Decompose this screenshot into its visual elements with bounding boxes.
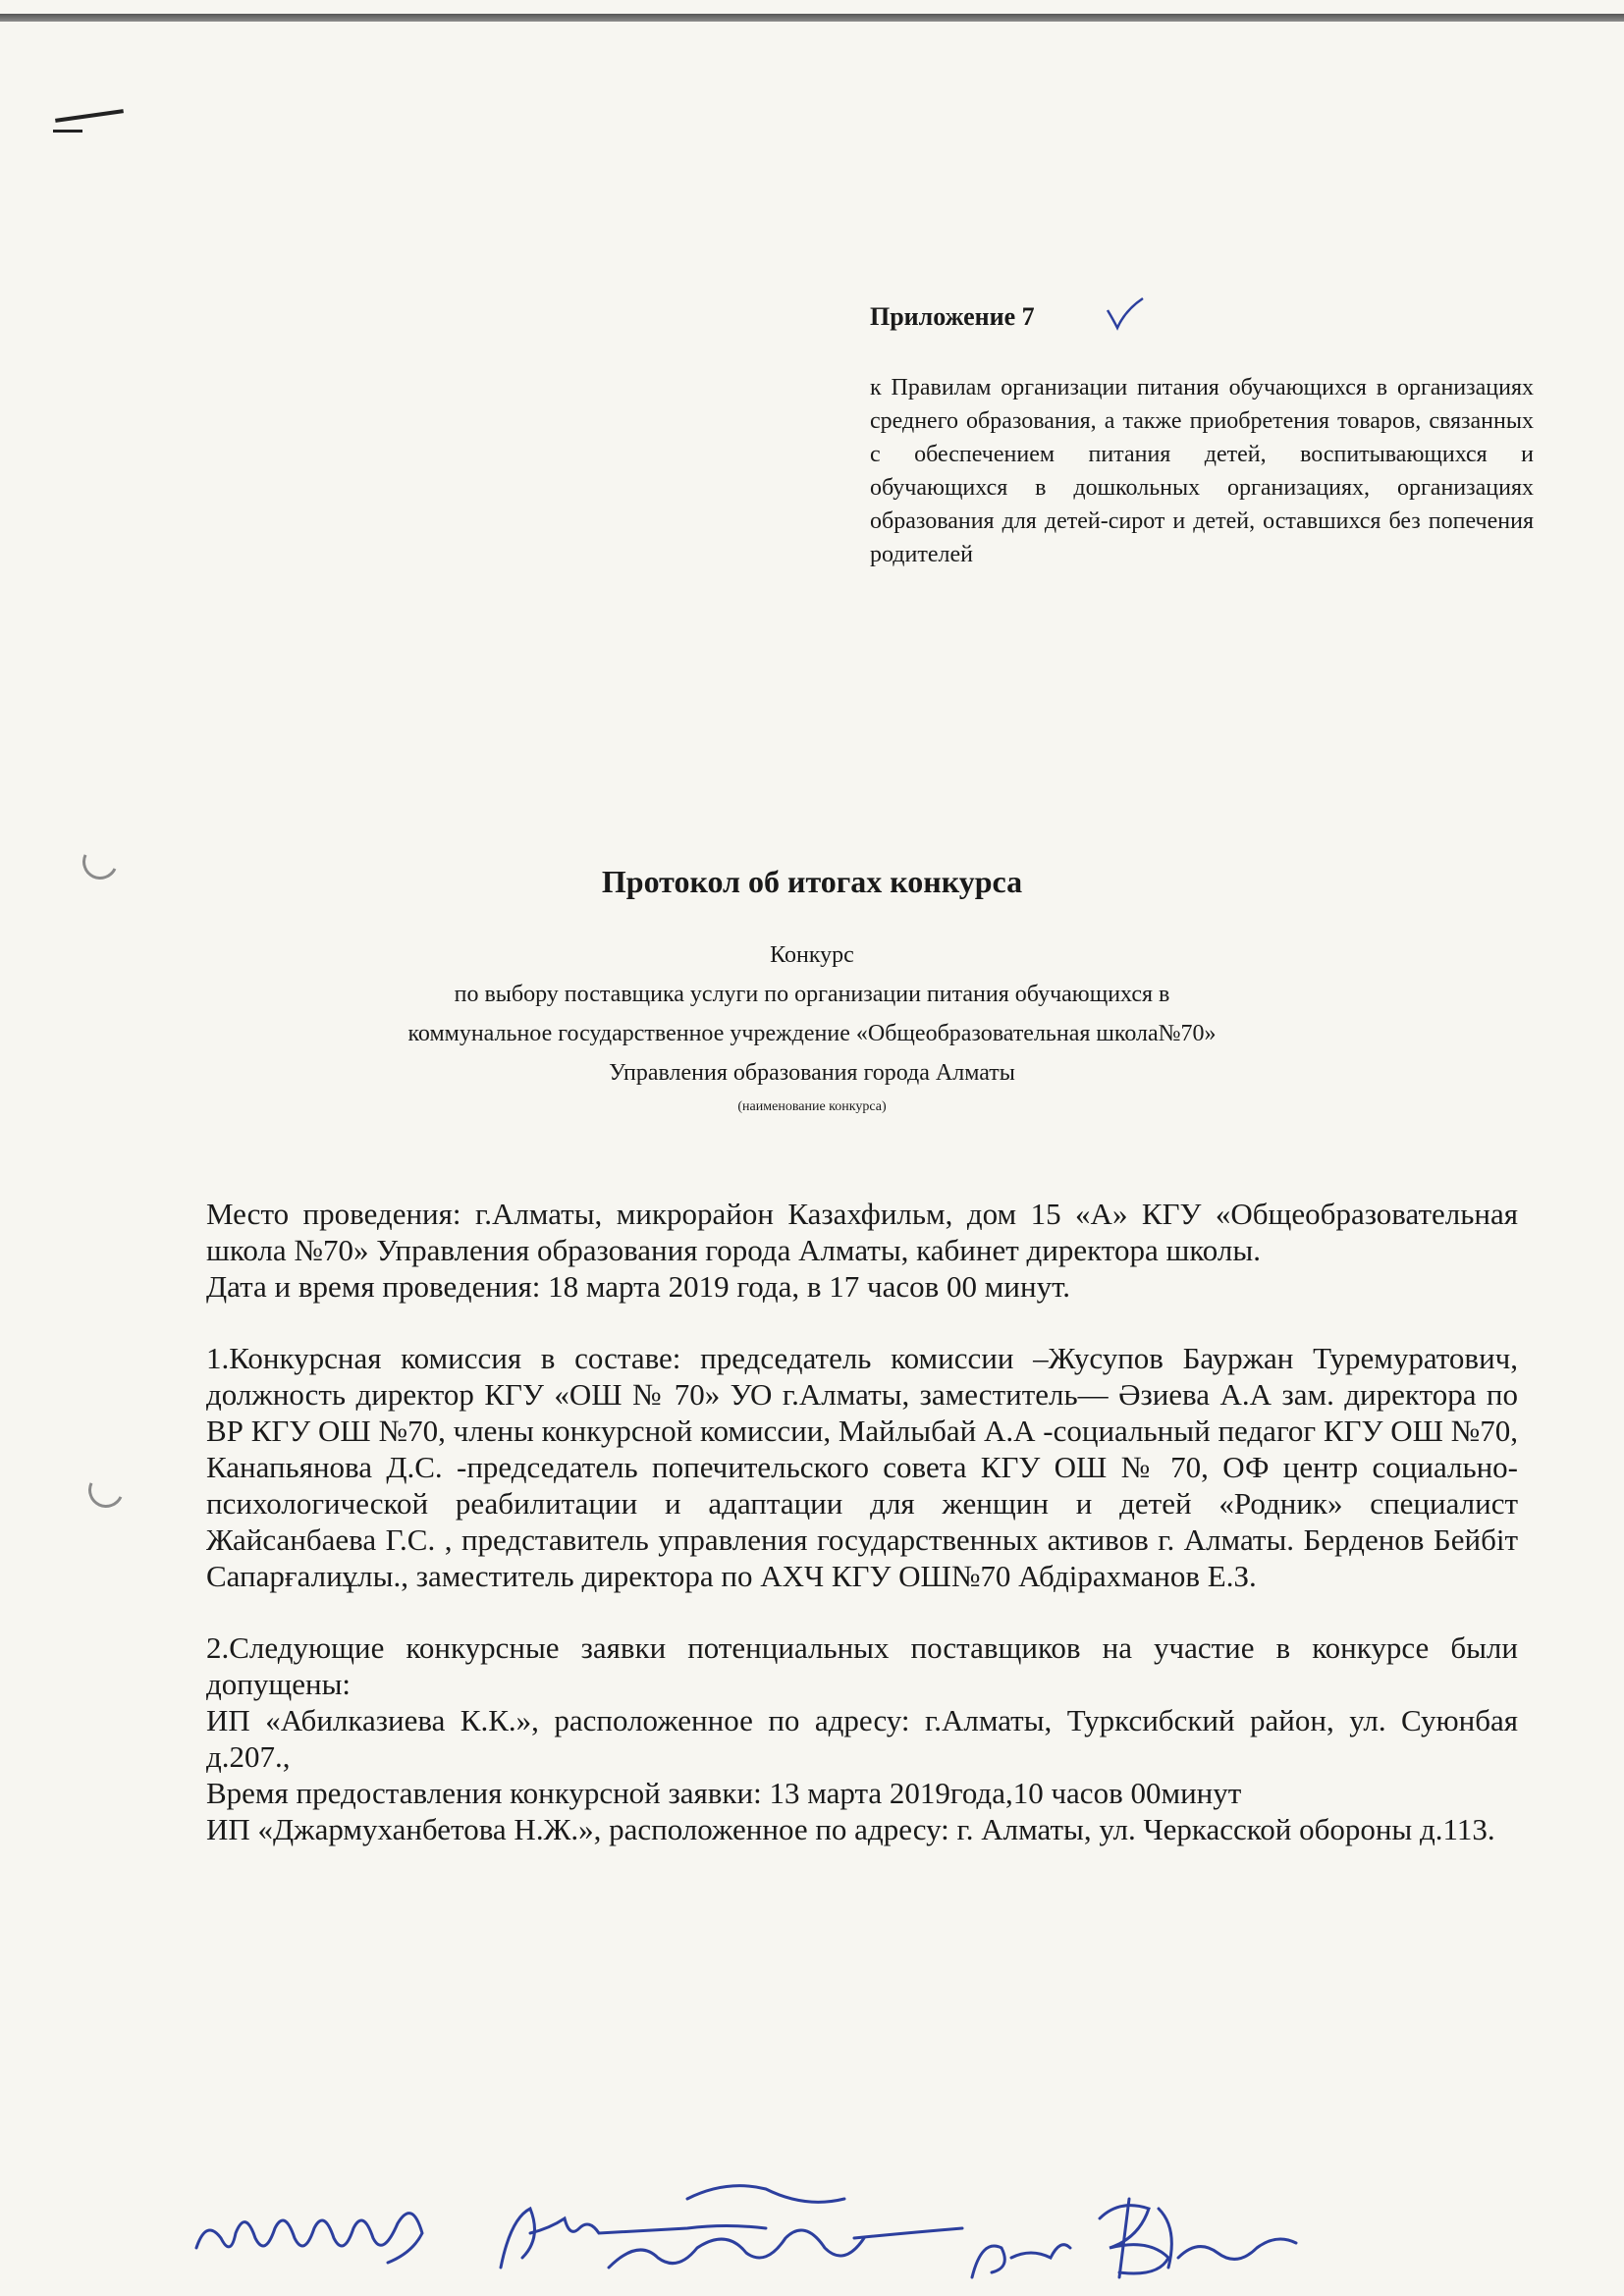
appendix-block xyxy=(870,302,1534,571)
place-paragraph: Место проведения: г.Алматы, микрорайон Казахфильм, дом 15 «А» КГУ «Общеобразовательная школа №70» Управления образования города Алматы, кабинет директора школы. xyxy=(206,1197,1518,1267)
contest-line-2: по выбору поставщика услуги по организации питания обучающихся в xyxy=(454,982,1170,1007)
supplier-1-time: Время предоставления конкурсной заявки: 13 марта 2019года,10 часов 00минут xyxy=(206,1776,1242,1810)
protocol-title: Протокол об итогах конкурса xyxy=(601,864,1023,899)
appendix-text: к Правилам организации питания обучающихся в организациях среднего образования, а также приобретения товаров, связанных с обеспечением питания детей, воспитывающихся и обучающихся в дошкольных организациях, организациях образования для детей-сирот и детей, оставшихся без попечения родителей xyxy=(870,375,1534,567)
scan-top-border xyxy=(0,14,1624,22)
datetime-paragraph: Дата и время проведения: 18 марта 2019 года, в 17 часов 00 минут. xyxy=(206,1269,1071,1304)
signature-5 xyxy=(972,2245,1070,2277)
check-mark-icon xyxy=(1104,296,1147,332)
punch-hole xyxy=(83,1468,129,1513)
supplier-1: ИП «Абилказиева К.К.», расположенное по адресу: г.Алматы, Турксибский район, ул. Суюнбая д.207., xyxy=(206,1703,1518,1774)
appendix-title: Приложение 7 xyxy=(870,302,1035,331)
scan-mark xyxy=(55,109,124,123)
contest-name-note: (наименование конкурса) xyxy=(737,1099,887,1114)
admitted-bids-paragraph: 2.Следующие конкурсные заявки потенциальных поставщиков на участие в конкурсе были допущены: xyxy=(206,1630,1518,1701)
protocol-body xyxy=(206,1196,1518,1847)
signature-3 xyxy=(609,2230,864,2268)
signatures xyxy=(177,2179,1512,2287)
signature-4 xyxy=(687,2186,962,2238)
commission-paragraph: 1.Конкурсная комиссия в составе: председатель комиссии –Жусупов Бауржан Туремуратович, должность директор КГУ «ОШ № 70» УО г.Алматы, заместитель— Әзиева А.А зам. директора по ВР КГУ ОШ №70, члены конкурсной комиссии, Майлыбай А.А -социальный педагог КГУ ОШ №70, Канапьянова Д.С. -председатель попечительского совета КГУ ОШ № 70, ОФ центр социально-психологической реабилитации и адаптации для женщин и детей «Родник» специалист Жайсанбаева Г.С. , представитель управления государственных активов г. Алматы. Берденов Бейбіт Сапарғалиұлы., заместитель директора по АХЧ КГУ ОШ№70 Абдірахманов Е.З. xyxy=(206,1341,1518,1593)
signature-7 xyxy=(1178,2239,1296,2259)
contest-line-3: коммунальное государственное учреждение «Общеобразовательная школа№70» xyxy=(407,1021,1217,1046)
contest-line-1: Конкурс xyxy=(770,942,854,968)
signature-1 xyxy=(196,2214,422,2263)
signature-6 xyxy=(1100,2199,1171,2277)
contest-line-4: Управления образования города Алматы xyxy=(609,1060,1015,1086)
scan-mark xyxy=(53,130,82,133)
supplier-2: ИП «Джармуханбетова Н.Ж.», расположенное по адресу: г. Алматы, ул. Черкасской обороны д.113. xyxy=(206,1812,1495,1846)
